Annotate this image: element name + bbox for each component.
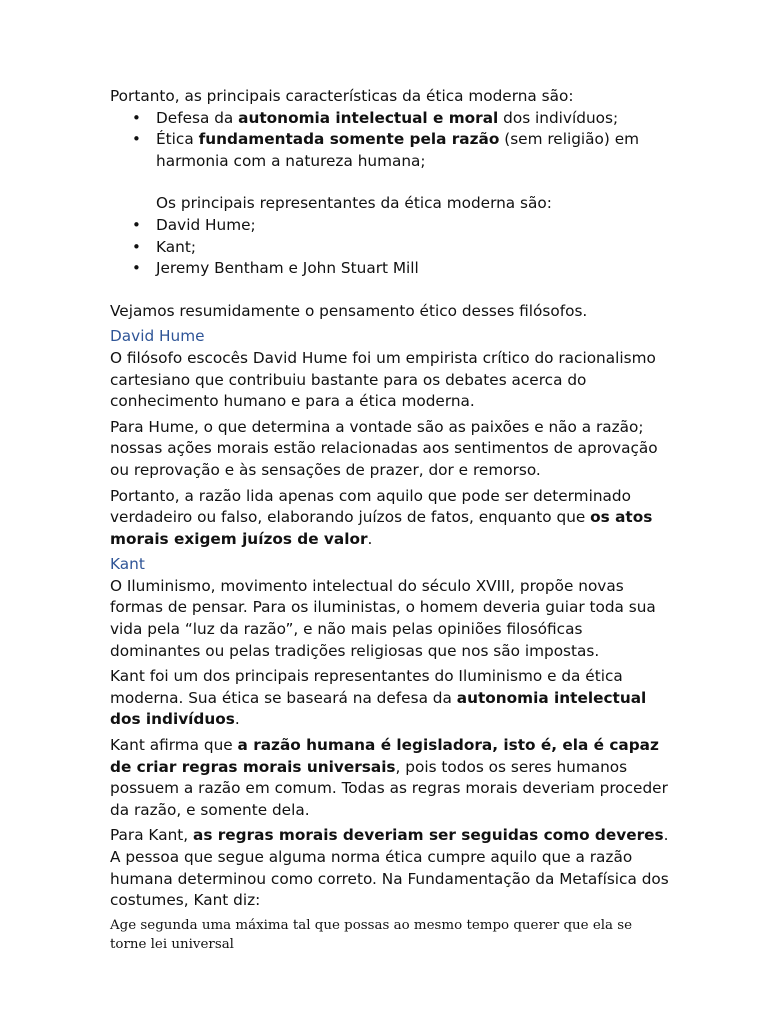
hume-paragraph-3 — [110, 486, 670, 551]
blank-line — [110, 280, 670, 301]
representatives-list — [110, 215, 670, 280]
kant-quote: Age segunda uma máxima tal que possas ao mesmo tempo querer que ela se torne lei universal — [110, 917, 633, 952]
list-item — [110, 108, 670, 130]
summary-line: Vejamos resumidamente o pensamento ético desses filósofos. — [110, 301, 588, 320]
blank-line — [110, 172, 670, 193]
paragraph-text: Kant afirma que — [110, 736, 238, 755]
kant-paragraph-3 — [110, 735, 670, 821]
paragraph-bold-text: as regras morais deveriam ser seguidas como deveres — [193, 826, 664, 845]
paragraph-text: . — [367, 529, 373, 548]
item-text: Ética — [156, 130, 199, 149]
paragraph-text: . A pessoa que segue alguma norma ética cumpre aquilo que a razão humana determinou como correto. Na Fundamentação da Metafísica dos costumes, Kant diz: — [110, 826, 669, 910]
item-text: dos indivíduos; — [498, 108, 619, 127]
heading-kant: Kant — [110, 555, 145, 574]
item-text: (sem religião) em harmonia com a natureza humana; — [156, 130, 640, 170]
paragraph-text: , pois todos os seres humanos possuem a razão em comum. Todas as regras morais deveriam proceder da razão, e somente dela. — [110, 757, 668, 819]
document-body — [110, 86, 670, 967]
item-bold-text: autonomia intelectual e moral — [238, 108, 499, 127]
kant-paragraph-1: O Iluminismo, movimento intelectual do século XVIII, propõe novas formas de pensar. Para os iluministas, o homem deveria guiar toda sua vida pela “luz da razão”, e não mais pelas opiniões filosóficas dominantes ou pelas tradições religiosas que nos são impostas. — [110, 576, 656, 660]
intro-line: Portanto, as principais características da ética moderna são: — [110, 87, 574, 105]
characteristics-list — [110, 108, 670, 173]
paragraph-bold-text: autonomia intelectual dos indivíduos — [110, 688, 647, 729]
hume-paragraph-2: Para Hume, o que determina a vontade são as paixões e não a razão; nossas ações morais estão relacionadas aos sentimentos de aprovação ou reprovação e às sensações de prazer, dor e remorso. — [110, 417, 658, 479]
paragraph-bold-text: os atos morais exigem juízos de valor — [110, 508, 653, 548]
item-text: Defesa da — [156, 108, 239, 127]
kant-paragraph-4 — [110, 825, 670, 911]
paragraph-bold-text: a razão humana é legisladora, isto é, ela é capaz de criar regras morais universais — [110, 736, 659, 776]
paragraph-text: Para Kant, — [110, 826, 193, 845]
paragraph-text: . — [234, 710, 240, 729]
list-item — [110, 129, 670, 172]
kant-paragraph-2 — [110, 666, 670, 731]
list-item: • David Hume; — [110, 215, 670, 237]
item-bold-text: fundamentada somente pela razão — [198, 130, 500, 149]
paragraph-text: Kant foi um dos principais representantes do Iluminismo e da ética moderna. Sua ética se baseará na defesa da — [110, 667, 623, 707]
list-item: • Kant; — [110, 237, 670, 259]
representatives-intro: Os principais representantes da ética moderna são: — [156, 194, 552, 213]
paragraph-text: Portanto, a razão lida apenas com aquilo que pode ser determinado verdadeiro ou falso, elaborando juízos de fatos, enquanto que — [110, 486, 631, 527]
heading-david-hume: David Hume — [110, 327, 205, 346]
hume-paragraph-1: O filósofo escocês David Hume foi um empirista crítico do racionalismo cartesiano que contribuiu bastante para os debates acerca do conhecimento humano e para a ética moderna. — [110, 348, 656, 411]
list-item: • Jeremy Bentham e John Stuart Mill — [110, 258, 670, 280]
